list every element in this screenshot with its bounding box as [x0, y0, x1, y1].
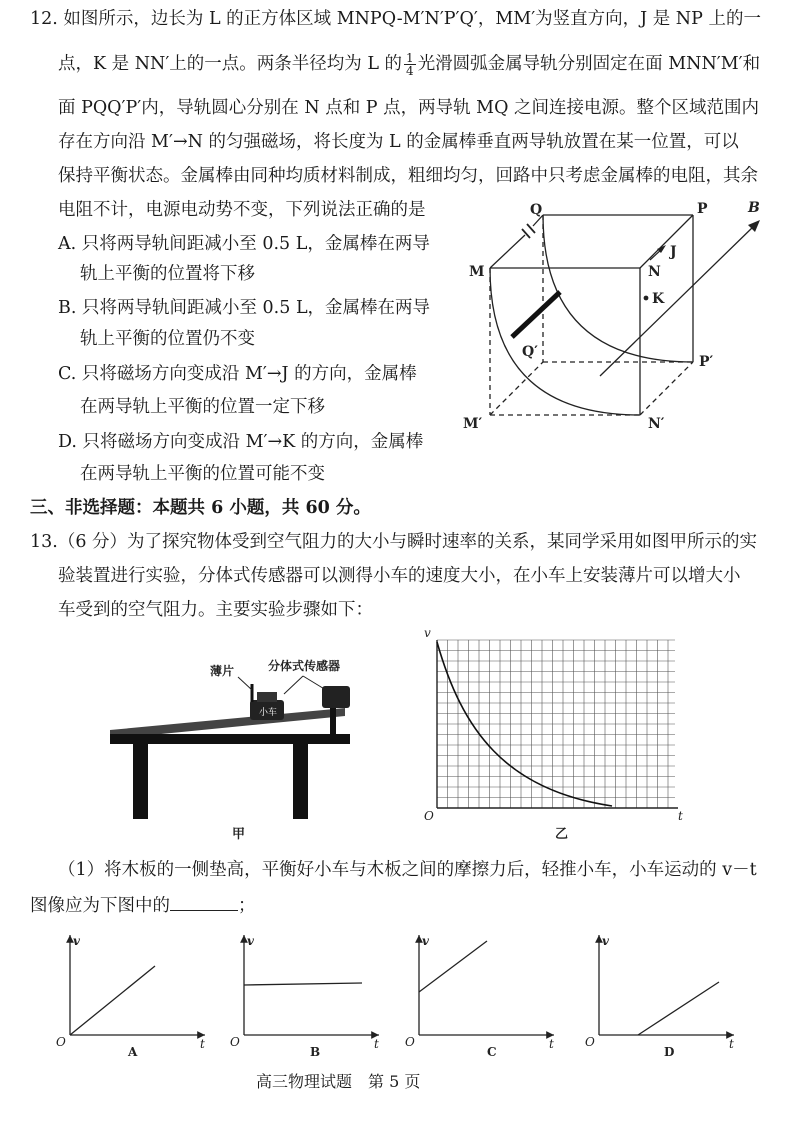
- sensor-box: [322, 686, 350, 708]
- q12-line-1: 12. 如图所示，边长为 L 的正方体区域 MNPQ-M′N′P′Q′，MM′为竖直方向，J 是 NP 上的一: [30, 9, 761, 29]
- caption-yi: 乙: [555, 827, 569, 842]
- apparatus-figure: [100, 650, 360, 845]
- label-mp: M′: [463, 416, 483, 432]
- edge-np: [640, 215, 693, 268]
- q13-sub1-line2-pre: 图像应为下图中的: [30, 896, 170, 916]
- q12-option-a-line1: A. 只将两导轨间距减小至 0.5 L，金属棒在两导: [58, 234, 430, 254]
- q12-option-c-line2: 在两导轨上平衡的位置一定下移: [80, 397, 325, 417]
- graph-d: [599, 935, 734, 1035]
- graph-b-o: O: [230, 1035, 240, 1049]
- q13-line-1: 13.（6 分）为了探究物体受到空气阻力的大小与瞬时速率的关系，某同学采用如图甲所示的实: [30, 532, 758, 552]
- label-j: J: [670, 244, 677, 260]
- q12-option-b-line1: B. 只将两导轨间距减小至 0.5 L，金属棒在两导: [58, 298, 431, 318]
- graph-c-letter: C: [487, 1045, 497, 1059]
- graph-a-t: t: [200, 1037, 205, 1051]
- label-k: K: [652, 291, 665, 307]
- graph-a: [70, 935, 205, 1035]
- q12-line-2b: 光滑圆弧金属导轨分别固定在面 MNN′M′和: [417, 54, 761, 74]
- edge-mq-wire: [490, 235, 525, 268]
- graph-a-letter: A: [128, 1045, 138, 1059]
- graph-b-t: t: [374, 1037, 379, 1051]
- label-q: Q: [530, 202, 543, 218]
- metal-rod: [512, 292, 560, 337]
- grid-t-label: t: [678, 809, 683, 823]
- graph-b-line: [244, 983, 362, 985]
- fraction-one-quarter: $\frac{1}{4}$: [406, 51, 414, 78]
- label-m: M: [469, 264, 485, 280]
- graph-c-o: O: [405, 1035, 415, 1049]
- graph-d-o: O: [585, 1035, 595, 1049]
- label-qp: Q′: [522, 344, 538, 360]
- pointer-thin: [238, 677, 252, 690]
- q12-option-d-line2: 在两导轨上平衡的位置可能不变: [80, 464, 325, 484]
- graph-b-v: v: [247, 934, 254, 948]
- graph-b: [244, 935, 379, 1035]
- q12-line-3: 面 PQQ′P′内，导轨圆心分别在 N 点和 P 点，两导轨 MQ 之间连接电源。整个区域范围内: [58, 98, 759, 118]
- grid-v-label: v: [424, 628, 431, 640]
- label-b: B: [748, 200, 760, 216]
- car-sensor: [257, 692, 277, 702]
- graph-c-line: [419, 941, 487, 992]
- q13-sub1-line1: （1）将木板的一侧垫高，平衡好小车与木板之间的摩擦力后，轻推小车，小车运动的 v－t: [58, 860, 757, 880]
- label-thin-plate: 薄片: [210, 664, 235, 678]
- graph-c: [419, 935, 554, 1035]
- q13-line-3: 车受到的空气阻力。主要实验步骤如下：: [58, 600, 373, 620]
- q13-sub1-line2-post: ；: [238, 896, 256, 916]
- b-field-line: [600, 225, 755, 376]
- k-point: [644, 296, 649, 301]
- q12-line-6: 电阻不计，电源电动势不变，下列说法正确的是: [58, 200, 426, 220]
- q12-line-2a: 点，K 是 NN′上的一点。两条半径均为 L 的: [58, 54, 403, 74]
- q12-line-5: 保持平衡状态。金属棒由同种均质材料制成，粗细均匀，回路中只考虑金属棒的电阻，其余: [58, 166, 758, 186]
- q12-option-a-line2: 轨上平衡的位置将下移: [80, 264, 255, 284]
- graph-d-v: v: [602, 934, 609, 948]
- q12-line-2: [58, 52, 760, 77]
- cube-figure: [455, 200, 785, 445]
- graph-d-line: [638, 982, 719, 1035]
- graph-a-o: O: [56, 1035, 66, 1049]
- section-3-heading: 三、非选择题：本题共 6 小题，共 60 分。: [30, 498, 371, 518]
- answer-blank[interactable]: [170, 892, 238, 911]
- graph-c-t: t: [549, 1037, 554, 1051]
- graph-a-v: v: [73, 934, 80, 948]
- label-n: N: [648, 264, 661, 280]
- table-leg-left: [133, 744, 148, 819]
- label-pp: P′: [699, 354, 714, 370]
- pointer-sensor-1: [284, 676, 303, 694]
- graph-b-letter: B: [310, 1045, 321, 1059]
- grid-vt-figure: [418, 628, 690, 843]
- label-p: P: [697, 201, 708, 217]
- q12-line-4: 存在方向沿 M′→N 的匀强磁场，将长度为 L 的金属棒垂直两导轨放置在某一位置，可以: [58, 132, 739, 152]
- graph-d-letter: D: [664, 1045, 675, 1059]
- edge-nppp: [640, 362, 693, 415]
- pointer-sensor-2: [303, 676, 326, 690]
- label-np: N′: [648, 416, 665, 432]
- option-graphs: [50, 925, 760, 1065]
- car-label: 小车: [259, 708, 278, 718]
- q12-option-b-line2: 轨上平衡的位置仍不变: [80, 329, 255, 349]
- grid-origin-label: O: [424, 809, 434, 823]
- q13-sub1-line2: [30, 892, 256, 918]
- label-split-sensor: 分体式传感器: [268, 659, 341, 673]
- graph-c-v: v: [422, 934, 429, 948]
- table-leg-right: [293, 744, 308, 819]
- caption-jia: 甲: [232, 827, 246, 842]
- table-top: [110, 734, 350, 744]
- q12-option-c-line1: C. 只将磁场方向变成沿 M′→J 的方向，金属棒: [58, 364, 417, 384]
- edge-mpqp: [490, 362, 543, 415]
- q12-option-d-line1: D. 只将磁场方向变成沿 M′→K 的方向，金属棒: [58, 432, 424, 452]
- graph-a-line: [70, 966, 155, 1035]
- page-footer: 高三物理试题 第 5 页: [256, 1072, 421, 1091]
- q13-line-2: 验装置进行实验，分体式传感器可以测得小车的速度大小，在小车上安装薄片可以增大小: [58, 566, 741, 586]
- graph-d-t: t: [729, 1037, 734, 1051]
